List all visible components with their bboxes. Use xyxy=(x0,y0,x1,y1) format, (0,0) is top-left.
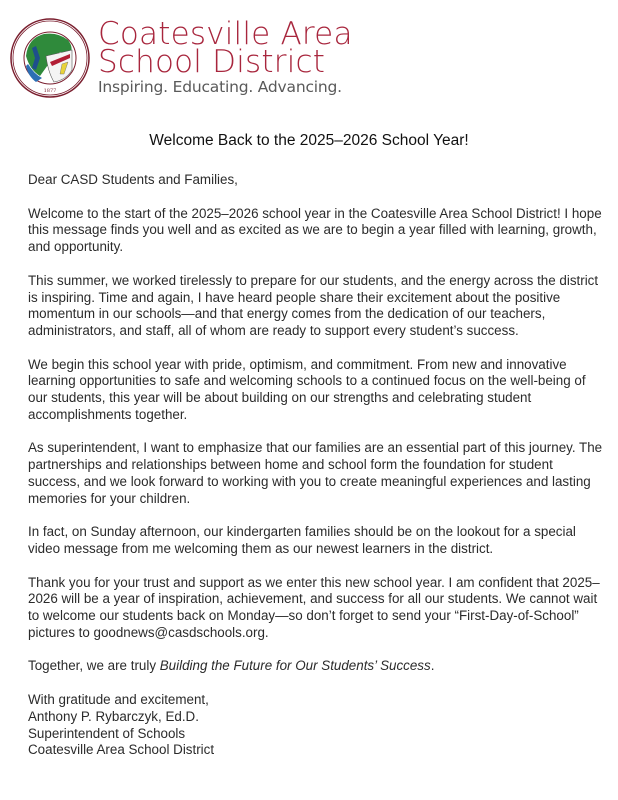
paragraph-summer: This summer, we worked tirelessly to prepare for our students, and the energy across the district is inspiring. Time and again, I have heard people share their excitement about the positive momentum in our schools—and that energy comes from the dedication of our teachers, administrators, and staff, all of whom are ready to support every student’s success. xyxy=(28,272,599,338)
closing-end: . xyxy=(430,658,435,674)
svg-text:1877: 1877 xyxy=(43,88,57,94)
letter-body xyxy=(28,172,608,759)
district-wordmark xyxy=(98,16,353,96)
brand-tagline: Inspiring. Educating. Advancing. xyxy=(98,78,342,96)
paragraph-families: As superintendent, I want to emphasize that our families are an essential part of this journey. The partnerships and relationships between home and school form the foundation for student success, and we look forward to working with you to create meaningful experiences and lasting memories for your children. xyxy=(28,440,603,506)
district-seal-icon xyxy=(10,18,90,98)
signer-organization: Coatesville Area School District xyxy=(28,742,215,758)
signer-name: Anthony P. Rybarczyk, Ed.D. xyxy=(28,708,199,724)
signer-role: Superintendent of Schools xyxy=(28,725,186,741)
paragraph-welcome: Welcome to the start of the 2025–2026 school year in the Coatesville Area School District! I hope this message finds you well and as excited as we are to begin a year filled with learning, growth, and opportunity. xyxy=(28,205,602,255)
letterhead xyxy=(0,0,618,110)
paragraph-begin: We begin this school year with pride, optimism, and commitment. From new and innovative learning opportunities to safe and welcoming schools to a continued focus on the well-being of our students, this year will be about building on our strengths and celebrating student accomplishments together. xyxy=(28,356,586,422)
brand-line-1: Coatesville Area xyxy=(98,16,353,52)
salutation: Dear CASD Students and Families, xyxy=(28,172,238,187)
paragraph-thank-you: Thank you for your trust and support as we enter this new school year. I am confident that 2025–2026 will be a year of inspiration, achievement, and success for all our students. We cannot wait to welcome our students back on Monday—so don’t forget to send your “First-Day-of-School” pictures to goodnews@casdschools.org. xyxy=(28,574,600,640)
closing-lead: Together, we are truly xyxy=(28,658,160,674)
signature-block xyxy=(28,692,608,759)
closing-slogan: Building the Future for Our Students’ Success xyxy=(159,658,431,674)
closing-line xyxy=(28,658,608,675)
letter-title: Welcome Back to the 2025–2026 School Year! xyxy=(149,132,469,149)
brand-line-2: School District xyxy=(98,44,326,80)
signoff: With gratitude and excitement, xyxy=(28,692,209,708)
paragraph-kindergarten: In fact, on Sunday afternoon, our kindergarten families should be on the lookout for a special video message from me welcoming them as our newest learners in the district. xyxy=(28,524,576,556)
